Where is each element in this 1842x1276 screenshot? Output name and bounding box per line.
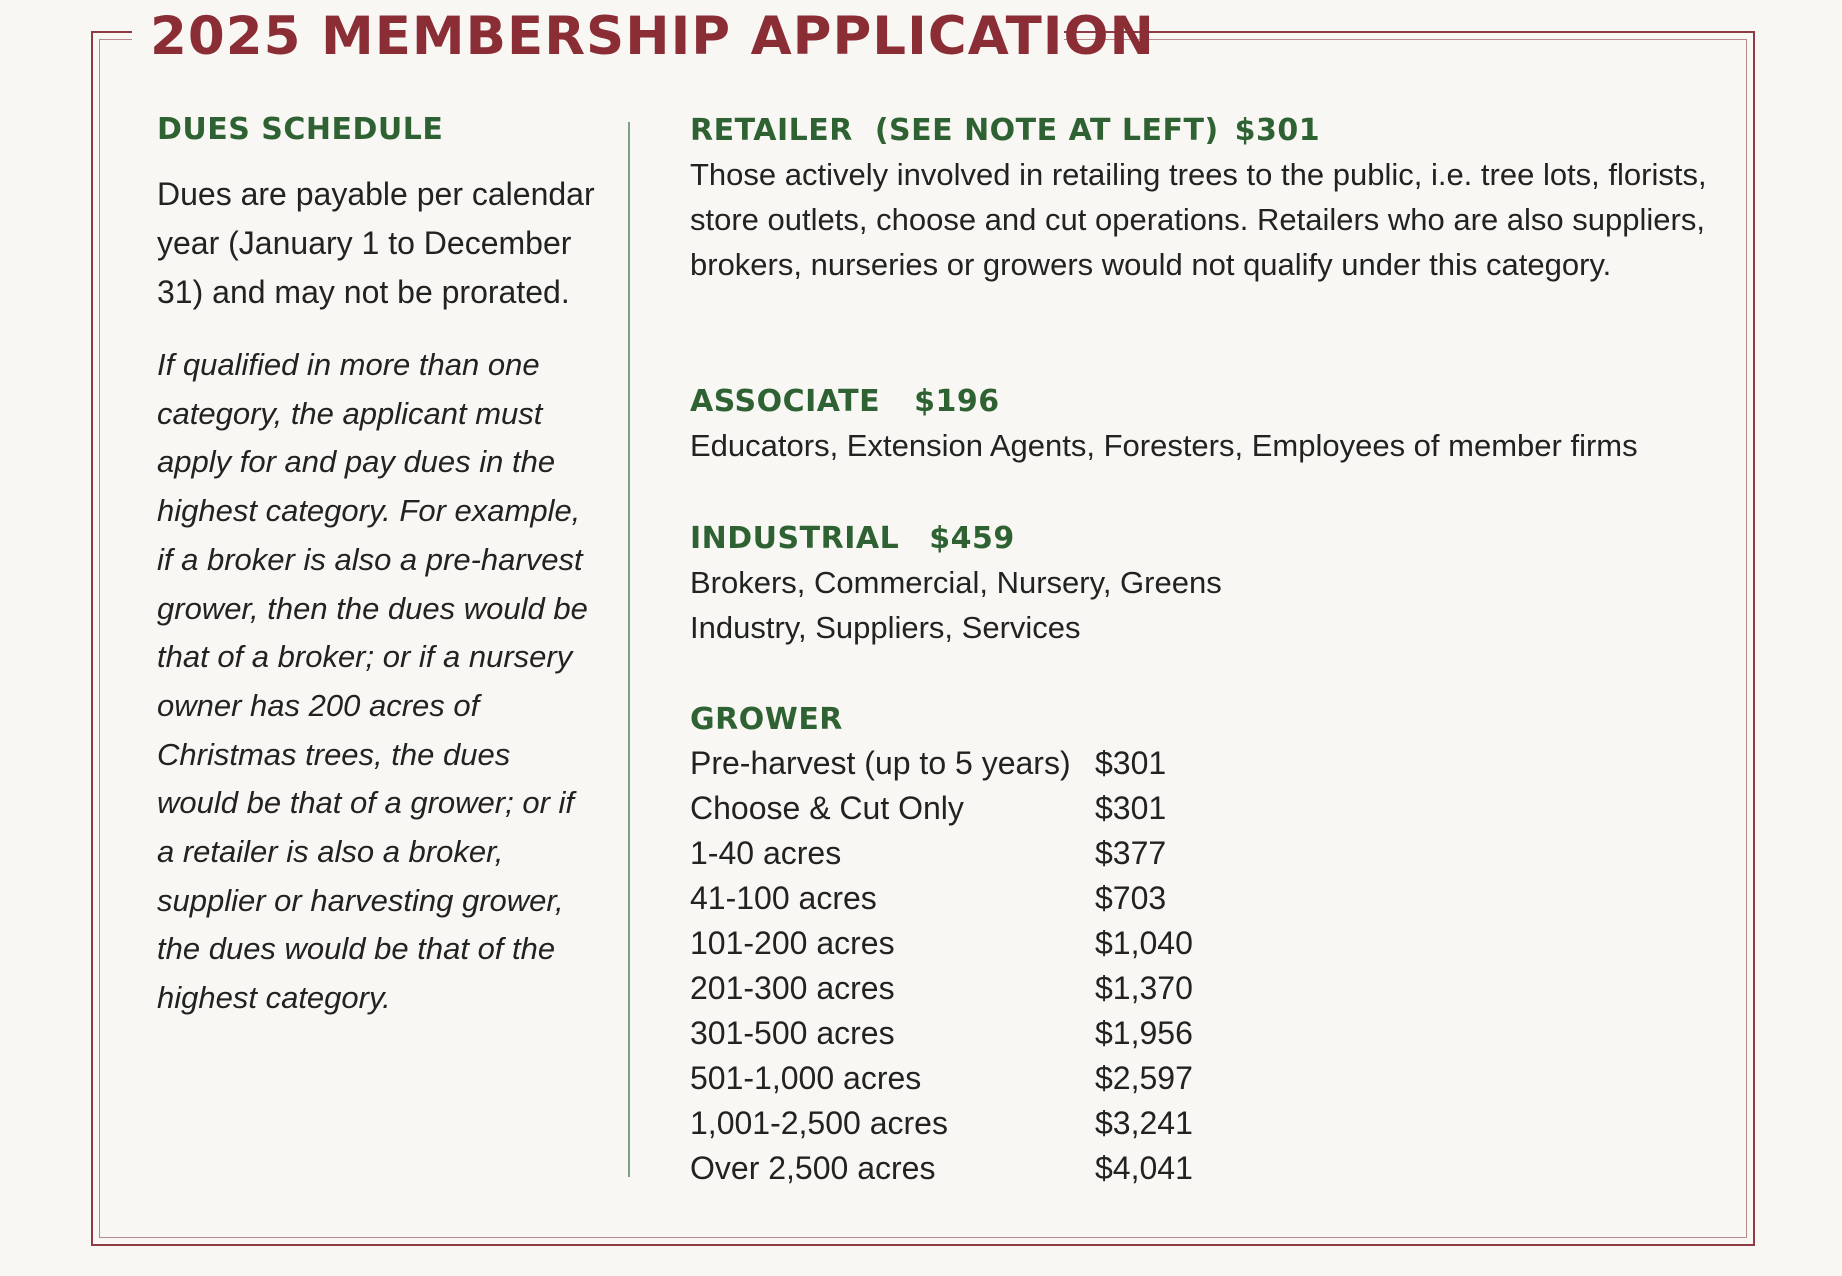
grower-tier-label: 501-1,000 acres bbox=[690, 1060, 922, 1096]
associate-description: Educators, Extension Agents, Foresters, Employees of member firms bbox=[690, 428, 1638, 463]
table-row bbox=[690, 831, 1193, 876]
dues-schedule-column bbox=[157, 110, 597, 1023]
grower-tier-price: $703 bbox=[1095, 880, 1167, 916]
industrial-description-line: Industry, Suppliers, Services bbox=[690, 610, 1081, 645]
grower-tier-label: 1-40 acres bbox=[690, 835, 842, 871]
table-row bbox=[690, 1101, 1193, 1146]
table-row bbox=[690, 786, 1193, 831]
multiple-category-note: If qualified in more than one category, the applicant must apply for and pay dues in the highest category. For example, if a broker is also a pre-harvest grower, then the dues would be that of a broker; or if a nursery owner has 200 acres of Christmas trees, the dues would be that of a grower; or if a retailer is also a broker, supplier or harvesting grower, the dues would be that of the highest category. bbox=[157, 347, 588, 1016]
table-row bbox=[690, 1146, 1193, 1191]
column-divider bbox=[628, 122, 630, 1177]
retailer-qualifier: (SEE NOTE AT LEFT) bbox=[874, 113, 1219, 148]
table-row bbox=[690, 966, 1193, 1011]
industrial-category bbox=[690, 520, 1710, 650]
dues-schedule-heading: DUES SCHEDULE bbox=[157, 112, 444, 147]
grower-tier-price: $1,956 bbox=[1095, 1015, 1193, 1051]
grower-tier-label: 101-200 acres bbox=[690, 925, 895, 961]
grower-dues-table bbox=[690, 741, 1193, 1191]
retailer-description: Those actively involved in retailing trees to the public, i.e. tree lots, florists, store outlets, choose and cut operations. Retailers who are also suppliers, brokers, nurseries or growers would not qualify under this category. bbox=[690, 157, 1707, 282]
associate-price: $196 bbox=[914, 384, 1000, 419]
grower-tier-price: $4,041 bbox=[1095, 1150, 1193, 1186]
grower-tier-price: $3,241 bbox=[1095, 1105, 1193, 1141]
grower-tier-price: $301 bbox=[1095, 745, 1167, 781]
dues-intro-text: Dues are payable per calendar year (January 1 to December 31) and may not be prorated. bbox=[157, 176, 595, 310]
grower-tier-price: $2,597 bbox=[1095, 1060, 1193, 1096]
page-title: 2025 MEMBERSHIP APPLICATION bbox=[150, 6, 1155, 67]
grower-tier-price: $377 bbox=[1095, 835, 1167, 871]
grower-heading: GROWER bbox=[690, 702, 843, 737]
retailer-category bbox=[690, 112, 1710, 287]
industrial-price: $459 bbox=[929, 521, 1015, 556]
table-row bbox=[690, 741, 1193, 786]
retailer-price: $301 bbox=[1234, 113, 1321, 148]
grower-tier-label: 201-300 acres bbox=[690, 970, 895, 1006]
industrial-description bbox=[690, 560, 1710, 650]
grower-tier-label: Choose & Cut Only bbox=[690, 790, 964, 826]
table-row bbox=[690, 876, 1193, 921]
associate-heading bbox=[690, 383, 1710, 421]
grower-tier-price: $301 bbox=[1095, 790, 1167, 826]
industrial-name: INDUSTRIAL bbox=[690, 521, 900, 556]
grower-tier-label: Over 2,500 acres bbox=[690, 1150, 936, 1186]
table-row bbox=[690, 921, 1193, 966]
grower-tier-price: $1,370 bbox=[1095, 970, 1193, 1006]
associate-category bbox=[690, 383, 1710, 468]
grower-tier-label: 301-500 acres bbox=[690, 1015, 895, 1051]
grower-tier-label: 41-100 acres bbox=[690, 880, 877, 916]
table-row bbox=[690, 1056, 1193, 1101]
retailer-heading bbox=[690, 112, 1710, 150]
grower-tier-label: Pre-harvest (up to 5 years) bbox=[690, 745, 1071, 781]
grower-tier-price: $1,040 bbox=[1095, 925, 1193, 961]
table-row bbox=[690, 1011, 1193, 1056]
grower-tier-label: 1,001-2,500 acres bbox=[690, 1105, 948, 1141]
associate-name: ASSOCIATE bbox=[690, 384, 881, 419]
grower-category bbox=[690, 701, 1710, 1191]
industrial-heading bbox=[690, 520, 1710, 558]
retailer-name: RETAILER bbox=[690, 113, 853, 148]
industrial-description-line: Brokers, Commercial, Nursery, Greens bbox=[690, 565, 1222, 600]
